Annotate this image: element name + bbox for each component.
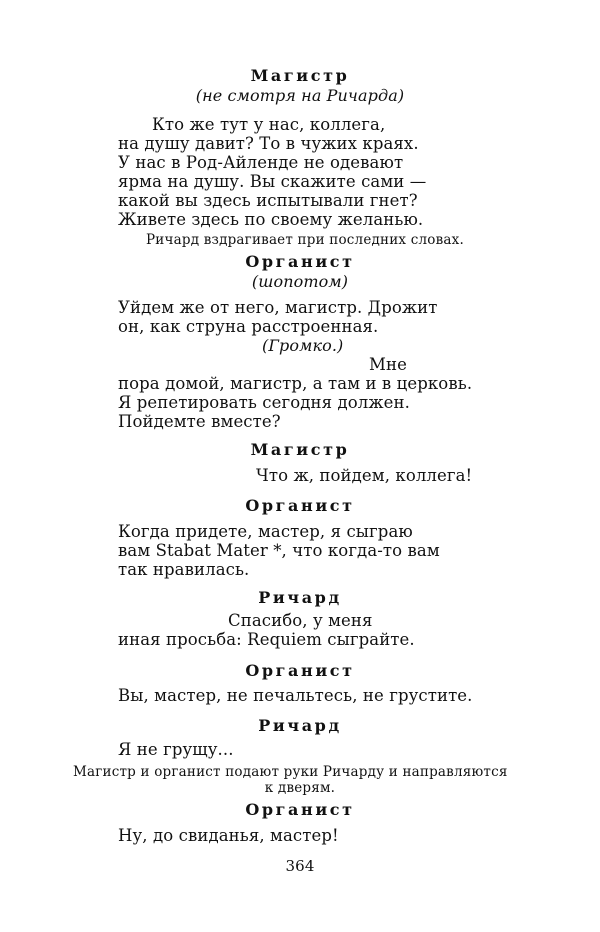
verse-line: так нравилась. [118,560,250,579]
verse-line: У нас в Род-Айленде не одевают [118,153,404,172]
stage-direction: (Громко.) [262,336,344,355]
speaker-name: Ричард [258,588,342,607]
verse-line: какой вы здесь испытывали гнет? [118,191,418,210]
verse-line: вам Stabat Mater *, что когда-то вам [118,541,440,560]
verse-line: Спасибо, у меня [228,611,373,630]
speaker-name: Магистр [250,66,350,85]
stage-direction: (шопотом) [251,272,349,291]
stage-direction: к дверям. [264,780,336,796]
verse-line: иная просьба: Requiem сыграйте. [118,630,415,649]
verse-line: Что ж, пойдем, коллега! [256,466,473,485]
verse-line: Когда придете, мастер, я сыграю [118,522,413,541]
verse-line: ярма на душу. Вы скажите сами — [118,172,427,191]
verse-line: пора домой, магистр, а там и в церковь. [118,374,473,393]
speaker-name: Ричард [258,716,342,735]
verse-line: Я репетировать сегодня должен. [118,393,410,412]
verse-line: Вы, мастер, не печальтесь, не грустите. [118,686,473,705]
stage-direction: (не смотря на Ричарда) [195,86,405,105]
verse-line: на душу давит? То в чужих краях. [118,134,419,153]
speaker-name: Органист [245,800,355,819]
verse-line: Мне [369,355,407,374]
verse-line: он, как струна расстроенная. [118,317,379,336]
stage-direction: Ричард вздрагивает при последних словах. [146,232,464,248]
stage-direction: Магистр и органист подают руки Ричарду и направляются [73,764,508,780]
speaker-name: Магистр [250,440,350,459]
verse-line: Живете здесь по своему желанью. [118,210,424,229]
verse-line: Уйдем же от него, магистр. Дрожит [118,298,438,317]
verse-line: Ну, до свиданья, мастер! [118,826,339,845]
speaker-name: Органист [245,252,355,271]
verse-line: Кто же тут у нас, коллега, [152,115,386,134]
verse-line: Пойдемте вместе? [118,412,281,431]
page-number: 364 [285,857,315,875]
speaker-name: Органист [245,661,355,680]
speaker-name: Органист [245,496,355,515]
verse-line: Я не грущу... [118,740,234,759]
